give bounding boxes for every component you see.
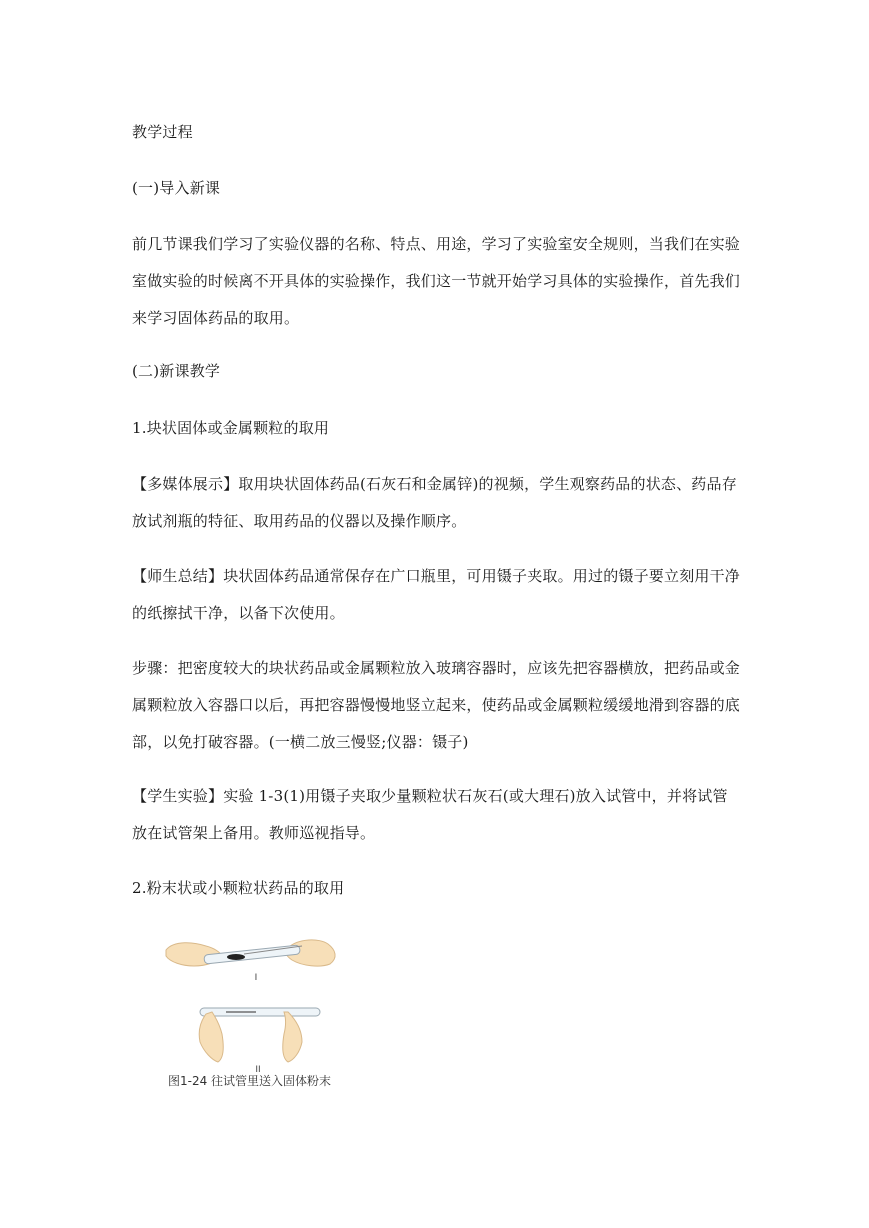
test-tube-illustration — [160, 928, 360, 1078]
steps-line-2: 属颗粒放入容器口以后，再把容器慢慢地竖立起来，使药品或金属颗粒缓缓地滑到容器的底 — [132, 696, 741, 714]
section-new-lesson-heading: (二)新课教学 — [132, 362, 221, 380]
experiment-line-1: 【学生实验】实验 1-3(1)用镊子夹取少量颗粒状石灰石(或大理石)放入试管中，并将试管 — [132, 787, 728, 805]
summary-line-2: 的纸擦拭干净，以备下次使用。 — [132, 604, 345, 622]
item-2-heading: 2.粉末状或小颗粒状药品的取用 — [132, 879, 345, 897]
experiment-paragraph — [132, 778, 744, 852]
item-1-heading: 1.块状固体或金属颗粒的取用 — [132, 419, 330, 437]
intro-line-3: 来学习固体药品的取用。 — [132, 309, 300, 327]
multimedia-line-1: 【多媒体展示】取用块状固体药品(石灰石和金属锌)的视频，学生观察药品的状态、药品存 — [132, 475, 737, 493]
figure-caption: 图1-24 往试管里送入固体粉末 — [168, 1074, 332, 1088]
multimedia-line-2: 放试剂瓶的特征、取用药品的仪器以及操作顺序。 — [132, 512, 467, 530]
steps-line-1: 步骤：把密度较大的块状药品或金属颗粒放入玻璃容器时，应该先把容器横放，把药品或金 — [132, 659, 741, 677]
upper-hands-tube — [166, 940, 335, 966]
steps-line-3: 部，以免打破容器。(一横二放三慢竖;仪器：镊子) — [132, 733, 469, 751]
lower-hands-tube — [199, 1008, 320, 1062]
summary-paragraph — [132, 558, 744, 632]
lesson-heading: 教学过程 — [132, 123, 193, 141]
section-intro-heading: (一)导入新课 — [132, 179, 221, 197]
intro-line-2: 室做实验的时候离不开具体的实验操作，我们这一节就开始学习具体的实验操作，首先我们 — [132, 272, 741, 290]
figure-label-bottom: II — [255, 1065, 261, 1075]
intro-line-1: 前几节课我们学习了实验仪器的名称、特点、用途，学习了实验室安全规则，当我们在实验 — [132, 235, 741, 253]
multimedia-paragraph — [132, 466, 744, 540]
summary-line-1: 【师生总结】块状固体药品通常保存在广口瓶里，可用镊子夹取。用过的镊子要立刻用干净 — [132, 567, 741, 585]
intro-paragraph — [132, 226, 744, 337]
test-tube-powder-figure — [160, 928, 360, 1096]
experiment-line-2: 放在试管架上备用。教师巡视指导。 — [132, 824, 376, 842]
figure-label-top: I — [254, 973, 258, 983]
steps-paragraph — [132, 650, 744, 761]
